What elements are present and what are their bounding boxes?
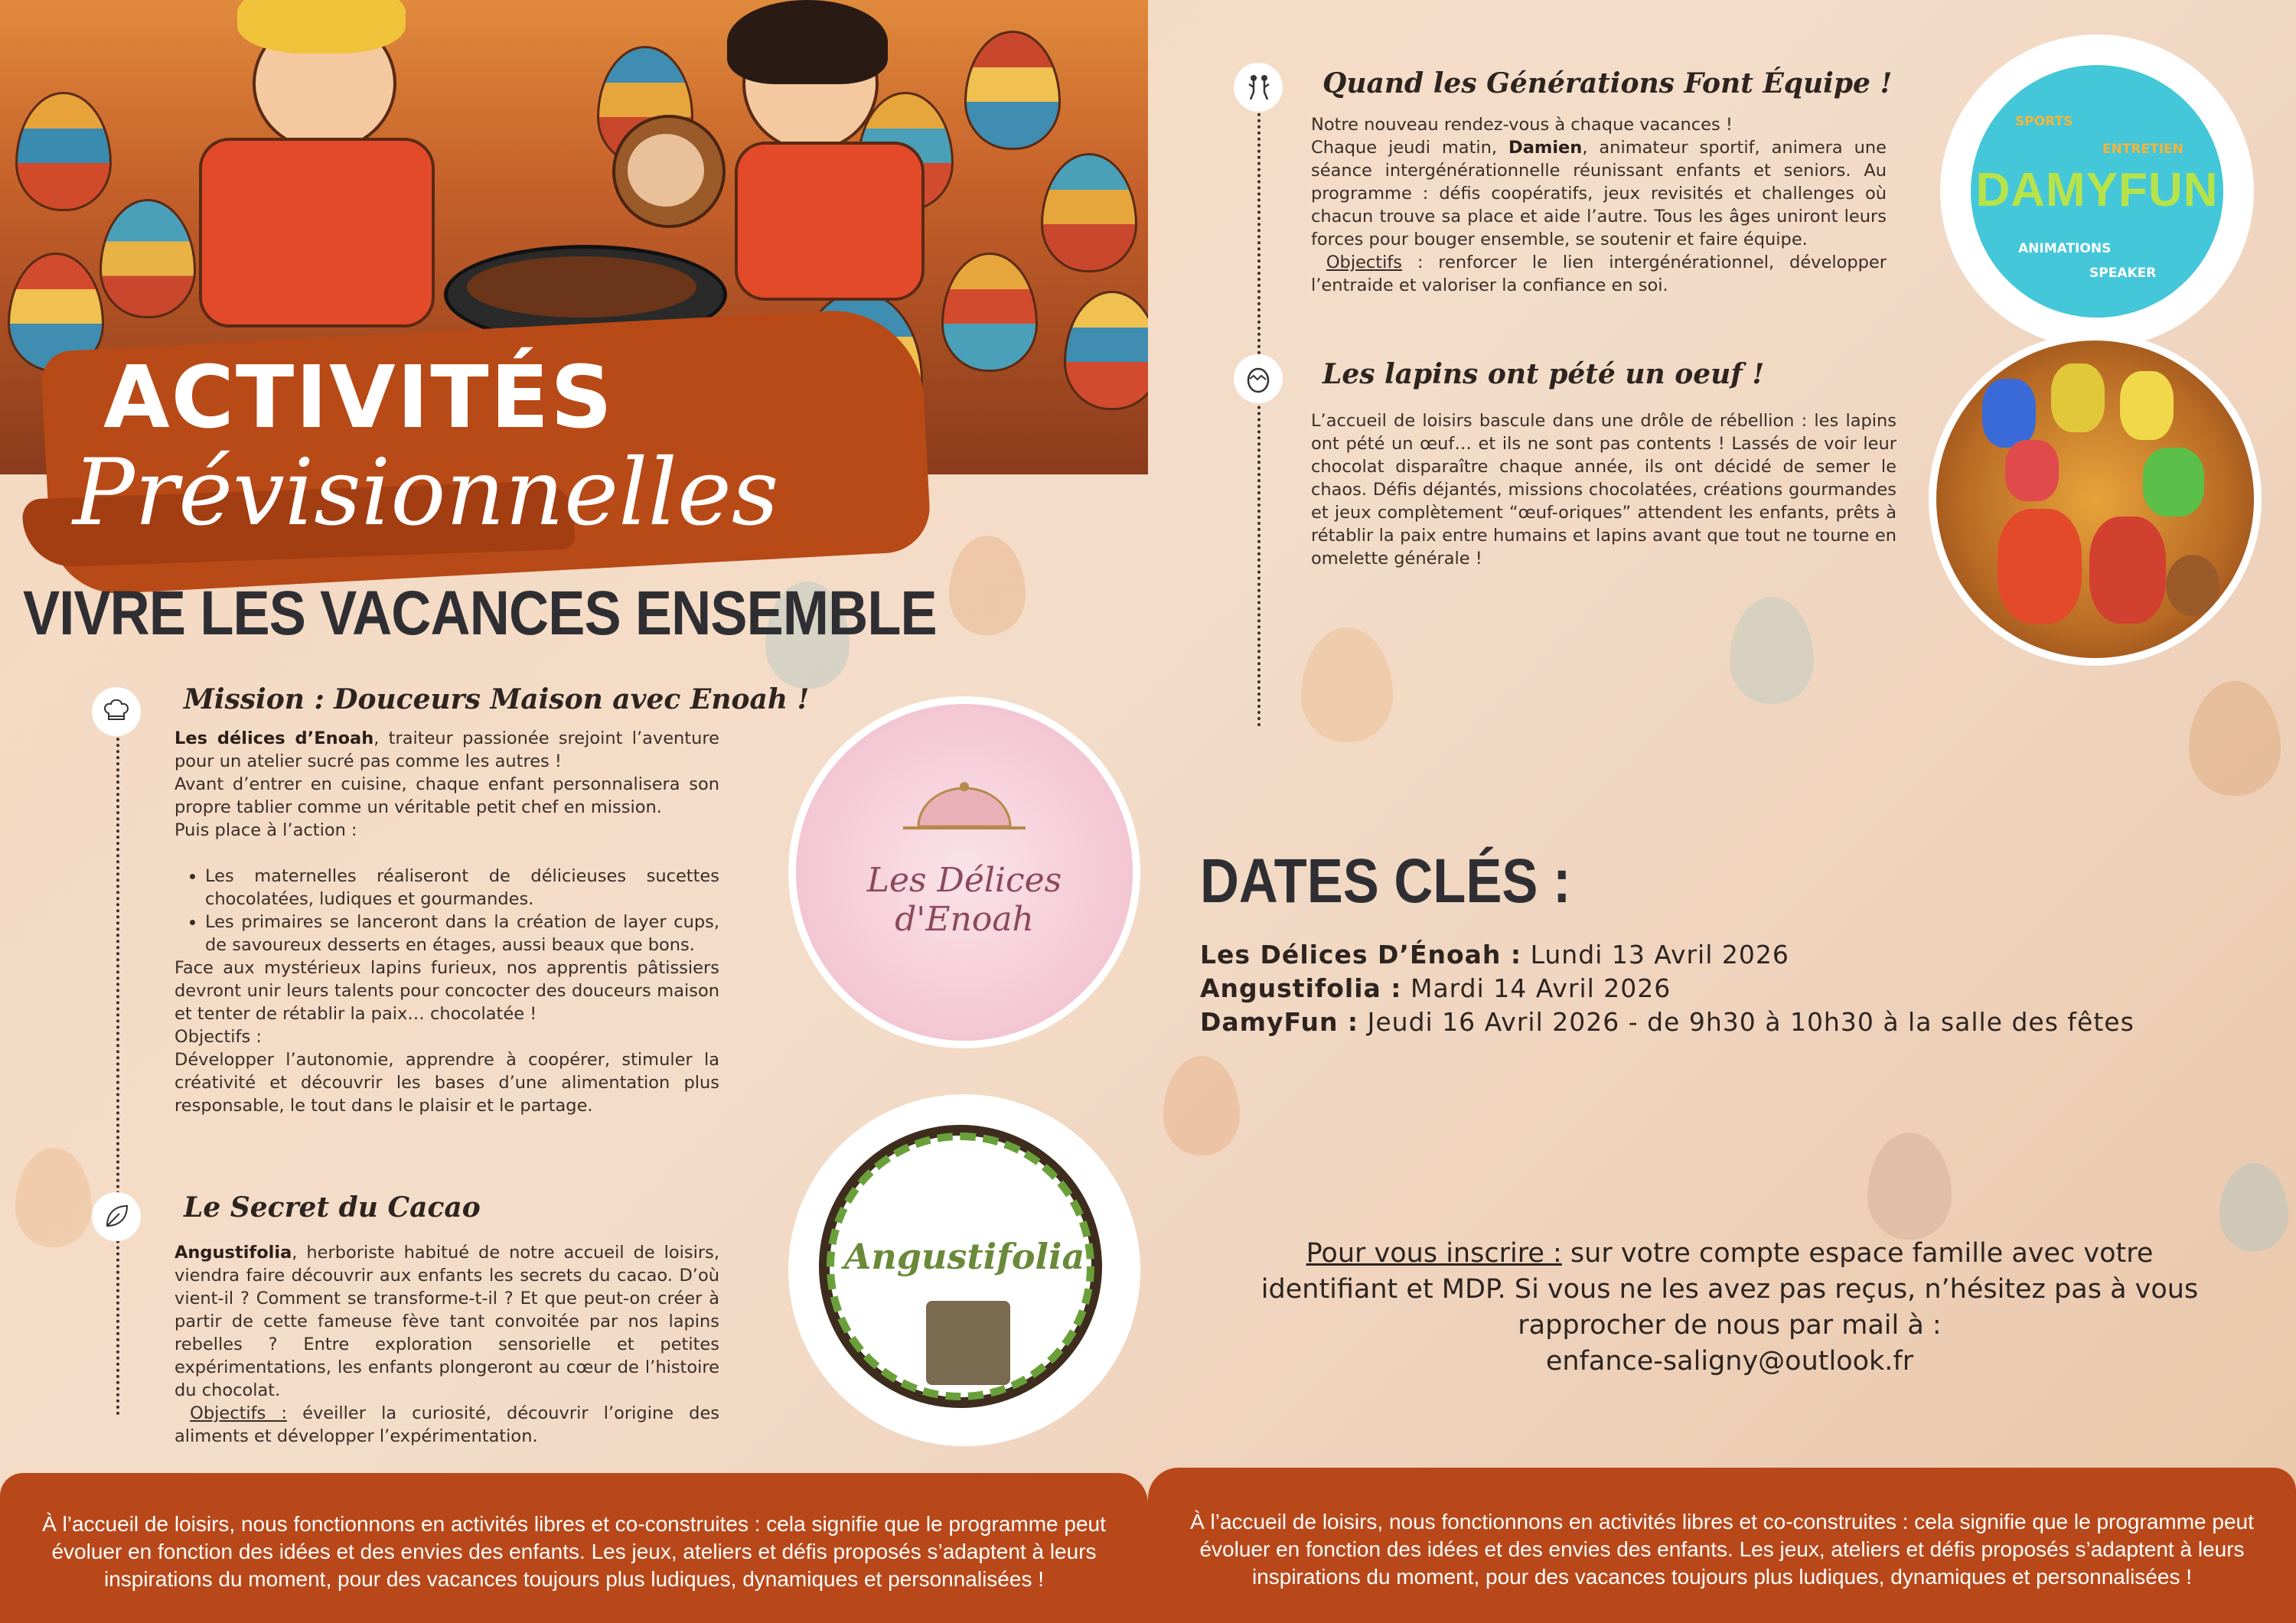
- angustifolia-logo: [796, 1102, 1133, 1439]
- enoah-p4: Face aux mystérieux lapins furieux, nos apprentis pâtissiers devront unir leurs talents pour concocter des douceurs maison et tenter de rétablir la paix… chocolatée !: [174, 958, 719, 1024]
- date-value: Mardi 14 Avril 2026: [1401, 973, 1671, 1003]
- damyfun-tag-entretien: ENTRETIEN: [2102, 142, 2183, 157]
- chef-hat-icon: [92, 687, 141, 736]
- enoah-intro-text: , traiteur passionée srejoint l’aventure pour un atelier sucré pas comme les autres !: [174, 728, 719, 771]
- section-title-enoah: Mission : Douceurs Maison avec Enoah !: [184, 683, 810, 715]
- generations-p1: Notre nouveau rendez-vous à chaque vacances !: [1311, 115, 1733, 135]
- sport-icon: [1234, 63, 1283, 112]
- cacao-intro-text: , herboriste habitué de notre accueil de loisirs, viendra faire découvrir aux enfants les secrets du cacao. D’où vient-il ? Comment se transforme-t-il ? Et que peut-on créer à partir de cette fameuse fève tant convoitée par nos lapins rebelles ? Entre exploration sensorielle et petites expérimentations, les enfants plongeront au cœur de l’histoire du chocolat.: [174, 1243, 719, 1400]
- date-row: [1200, 940, 1789, 970]
- enoah-objectives-text: Développer l’autonomie, apprendre à coopérer, stimuler la créativité et découvrir les bases d’une alimentation plus responsable, le tout dans le plaisir et le partage.: [174, 1050, 719, 1116]
- date-value: Lundi 13 Avril 2026: [1521, 940, 1789, 970]
- rabbits-illustration: [1936, 341, 2254, 658]
- damyfun-tag-speaker: SPEAKER: [2089, 266, 2157, 281]
- date-row: [1200, 1007, 2135, 1037]
- enoah-p3: Puis place à l’action :: [174, 820, 357, 840]
- section-title-cacao: Le Secret du Cacao: [184, 1191, 481, 1224]
- cloche-icon: [888, 773, 1041, 842]
- cacao-objectives-label: Objectifs :: [190, 1403, 287, 1423]
- contact-email-link[interactable]: enfance-saligny@outlook.fr: [1545, 1346, 1914, 1377]
- damyfun-tag-sports: SPORTS: [2015, 114, 2073, 129]
- egg-icon: [1234, 354, 1283, 403]
- enoah-bullet: • Les maternelles réaliseront de délicieuses sucettes chocolatées, ludiques et gourmandes.: [205, 865, 719, 911]
- inscription-text: sur votre compte espace famille avec votre identifiant et MDP. Si vous ne les avez pas reçus, n’hésitez pas à vous rapprocher de nous par mail à :: [1261, 1238, 2199, 1341]
- cacao-intro-bold: Angustifolia: [174, 1243, 292, 1263]
- footer-text: À l’accueil de loisirs, nous fonctionnons en activités libres et co-construites : cela signifie que le programme peut évoluer en fonction des idées et des envies des enfants. Les jeux, ateliers et défis proposés s’adaptent à leurs inspirations du moment, pour des vacances toujours plus ludiques, dynamiques et personnalisées !: [42, 1512, 1106, 1591]
- section-body-generations: [1311, 113, 1887, 297]
- dates-title: DATES CLÉS :: [1200, 846, 1571, 916]
- section-title-lapins: Les lapins ont pété un oeuf !: [1322, 358, 1765, 390]
- inscription-label: Pour vous inscrire :: [1306, 1238, 1562, 1269]
- cacao-objectives-text: éveiller la curiosité, découvrir l’origine des aliments et développer l’expérimentation.: [174, 1403, 720, 1446]
- generations-p2a: Chaque jeudi matin,: [1311, 138, 1509, 158]
- damyfun-logo-text: DAMYFUN: [1975, 164, 2219, 217]
- enoah-bullet: • Les primaires se lanceront dans la création de layer cups, de savoureux desserts en étages, aussi beaux que bons.: [205, 911, 719, 957]
- enoah-logo: [796, 704, 1133, 1041]
- date-label: Les Délices D’Énoah :: [1200, 940, 1522, 970]
- section-body-enoah: [174, 727, 719, 1117]
- damyfun-logo: [1948, 42, 2246, 341]
- footer-text: À l’accueil de loisirs, nous fonctionnons en activités libres et co-construites : cela signifie que le programme peut évoluer en fonction des idées et des envies des enfants. Les jeux, ateliers et défis proposés s’adaptent à leurs inspirations du moment, pour des vacances toujours plus ludiques, dynamiques et personnalisées !: [1190, 1509, 2254, 1589]
- section-body-cacao: [174, 1241, 719, 1448]
- generations-objectives-label: Objectifs: [1326, 253, 1403, 272]
- page-title: ACTIVITÉS: [103, 348, 614, 448]
- date-value: Jeudi 16 Avril 2026 - de 9h30 à 10h30 à la salle des fêtes: [1358, 1007, 2135, 1037]
- damyfun-tag-animations: ANIMATIONS: [2018, 241, 2112, 256]
- headline: VIVRE LES VACANCES ENSEMBLE: [23, 578, 937, 648]
- generations-name: Damien: [1508, 138, 1583, 158]
- footer-right: [1148, 1468, 2296, 1623]
- angustifolia-logo-text: Angustifolia: [843, 1236, 1085, 1277]
- enoah-p2: Avant d’entrer en cuisine, chaque enfant personnalisera son propre tablier comme un véritable petit chef en mission.: [174, 774, 719, 817]
- date-label: DamyFun :: [1200, 1007, 1359, 1037]
- footer-left: [0, 1473, 1148, 1623]
- enoah-objectives-label: Objectifs :: [174, 1027, 262, 1047]
- date-label: Angustifolia :: [1200, 973, 1402, 1003]
- page-subtitle: Prévisionnelles: [73, 440, 779, 546]
- timeline-dotted-line: [116, 689, 119, 1416]
- section-title-generations: Quand les Générations Font Équipe !: [1322, 67, 1893, 99]
- inscription-block: [1247, 1236, 2212, 1380]
- generations-objectives-text: : renforcer le lien intergénérationnel, développer l’entraide et valoriser la confiance en soi.: [1311, 253, 1887, 295]
- enoah-intro-bold: Les délices d’Enoah: [174, 728, 374, 748]
- date-row: [1200, 973, 1671, 1003]
- generations-p2c: , animateur sportif, animera une séance intergénérationnelle réunissant enfants et seniors. Au programme : défis coopératifs, jeux revisités et challenges où chacun trouve sa place et aide l’autre. Tous les âges uniront leurs forces pour bouger ensemble, se soutenir et faire équipe.: [1311, 138, 1887, 249]
- section-body-lapins: L’accueil de loisirs bascule dans une drôle de rébellion : les lapins ont pété un œuf… et ils ne sont pas contents ! Lassés de voir leur chocolat disparaître chaque année, ils ont décidé de semer le chaos. Défis déjantés, missions chocolatées, créations gourmandes et jeux complètement “œuf-oriques” attendent les enfants, prêts à rétablir la paix entre humains et lapins avant que tout ne tourne en omelette générale !: [1311, 411, 1896, 569]
- enoah-logo-text: Les Délices d'Enoah: [866, 861, 1062, 939]
- leaf-icon: [92, 1192, 141, 1241]
